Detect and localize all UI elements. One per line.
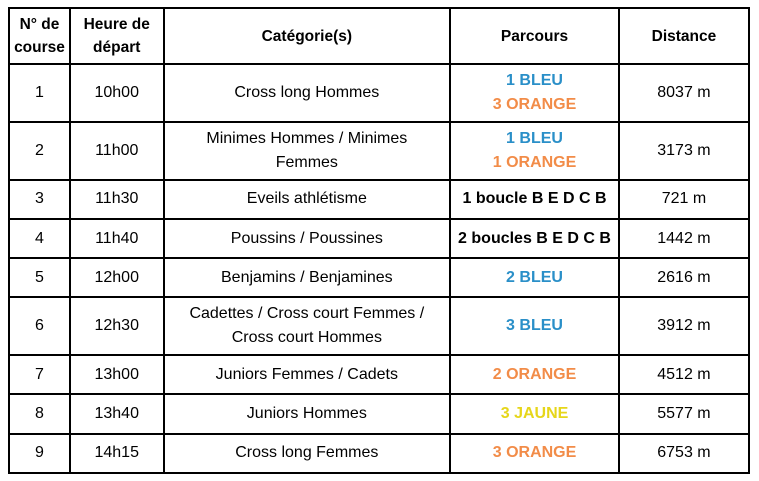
category-line: Cross long Hommes bbox=[234, 83, 380, 101]
race-number-cell: 4 bbox=[9, 219, 70, 258]
category-line: Cross court Hommes bbox=[231, 329, 382, 347]
header-race-number-line: course bbox=[14, 39, 65, 56]
route-cell bbox=[450, 297, 619, 355]
category-line: Benjamins / Benjamines bbox=[221, 268, 393, 286]
distance-cell: 3912 m bbox=[619, 297, 749, 355]
route-line: 1 BLEU bbox=[506, 129, 563, 147]
route-line: 1 boucle B E D C B bbox=[462, 190, 607, 208]
race-schedule-table bbox=[8, 7, 750, 474]
route-line: 2 BLEU bbox=[506, 268, 563, 286]
race-number-cell: 5 bbox=[9, 258, 70, 297]
race-number-cell: 1 bbox=[9, 64, 70, 122]
table-row bbox=[9, 219, 749, 258]
start-time-cell: 14h15 bbox=[70, 434, 164, 473]
route-cell bbox=[450, 258, 619, 297]
header-route: Parcours bbox=[450, 8, 619, 64]
category-cell bbox=[164, 434, 451, 473]
race-number-cell: 3 bbox=[9, 180, 70, 219]
table-row bbox=[9, 394, 749, 433]
route-cell bbox=[450, 64, 619, 122]
distance-cell: 6753 m bbox=[619, 434, 749, 473]
start-time-cell: 12h30 bbox=[70, 297, 164, 355]
category-line: Cadettes / Cross court Femmes / bbox=[189, 305, 425, 323]
table-row bbox=[9, 434, 749, 473]
category-line: Femmes bbox=[275, 153, 338, 171]
header-race-number-line: N° de bbox=[19, 16, 60, 33]
start-time-cell: 13h00 bbox=[70, 355, 164, 394]
category-cell bbox=[164, 180, 451, 219]
category-line: Minimes Hommes / Minimes bbox=[206, 129, 408, 147]
start-time-cell: 13h40 bbox=[70, 394, 164, 433]
header-start-time bbox=[70, 8, 164, 64]
category-cell bbox=[164, 122, 451, 180]
table-row bbox=[9, 122, 749, 180]
route-cell bbox=[450, 219, 619, 258]
header-category: Catégorie(s) bbox=[164, 8, 451, 64]
race-number-cell: 9 bbox=[9, 434, 70, 473]
start-time-cell: 11h30 bbox=[70, 180, 164, 219]
route-cell bbox=[450, 180, 619, 219]
table-row bbox=[9, 180, 749, 219]
distance-cell: 2616 m bbox=[619, 258, 749, 297]
category-line: Poussins / Poussines bbox=[230, 229, 383, 247]
header-distance: Distance bbox=[619, 8, 749, 64]
distance-cell: 5577 m bbox=[619, 394, 749, 433]
table-row bbox=[9, 297, 749, 355]
route-cell bbox=[450, 434, 619, 473]
start-time-cell: 11h00 bbox=[70, 122, 164, 180]
category-cell bbox=[164, 219, 451, 258]
category-cell bbox=[164, 394, 451, 433]
race-number-cell: 6 bbox=[9, 297, 70, 355]
distance-cell: 3173 m bbox=[619, 122, 749, 180]
table-header-row bbox=[9, 8, 749, 64]
start-time-cell: 10h00 bbox=[70, 64, 164, 122]
category-line: Cross long Femmes bbox=[235, 444, 379, 462]
route-line: 2 ORANGE bbox=[492, 365, 577, 383]
header-start-time-line: départ bbox=[93, 39, 141, 56]
header-start-time-line: Heure de bbox=[83, 16, 150, 33]
table-body bbox=[9, 64, 749, 473]
distance-cell: 721 m bbox=[619, 180, 749, 219]
table-row bbox=[9, 258, 749, 297]
category-line: Eveils athlétisme bbox=[246, 190, 367, 208]
race-number-cell: 7 bbox=[9, 355, 70, 394]
category-cell bbox=[164, 355, 451, 394]
route-cell bbox=[450, 355, 619, 394]
category-cell bbox=[164, 297, 451, 355]
distance-cell: 4512 m bbox=[619, 355, 749, 394]
start-time-cell: 12h00 bbox=[70, 258, 164, 297]
race-number-cell: 2 bbox=[9, 122, 70, 180]
category-line: Juniors Hommes bbox=[246, 405, 367, 423]
route-line: 2 boucles B E D C B bbox=[458, 229, 611, 247]
race-number-cell: 8 bbox=[9, 394, 70, 433]
route-cell bbox=[450, 394, 619, 433]
route-line: 1 ORANGE bbox=[492, 153, 577, 171]
start-time-cell: 11h40 bbox=[70, 219, 164, 258]
route-line: 3 JAUNE bbox=[500, 405, 569, 423]
category-cell bbox=[164, 258, 451, 297]
route-line: 3 BLEU bbox=[506, 317, 563, 335]
distance-cell: 8037 m bbox=[619, 64, 749, 122]
route-line: 3 ORANGE bbox=[492, 444, 577, 462]
category-line: Juniors Femmes / Cadets bbox=[215, 365, 398, 383]
category-cell bbox=[164, 64, 451, 122]
route-line: 1 BLEU bbox=[506, 71, 563, 89]
table-row bbox=[9, 64, 749, 122]
header-race-number bbox=[9, 8, 70, 64]
table-row bbox=[9, 355, 749, 394]
route-line: 3 ORANGE bbox=[492, 95, 577, 113]
distance-cell: 1442 m bbox=[619, 219, 749, 258]
route-cell bbox=[450, 122, 619, 180]
